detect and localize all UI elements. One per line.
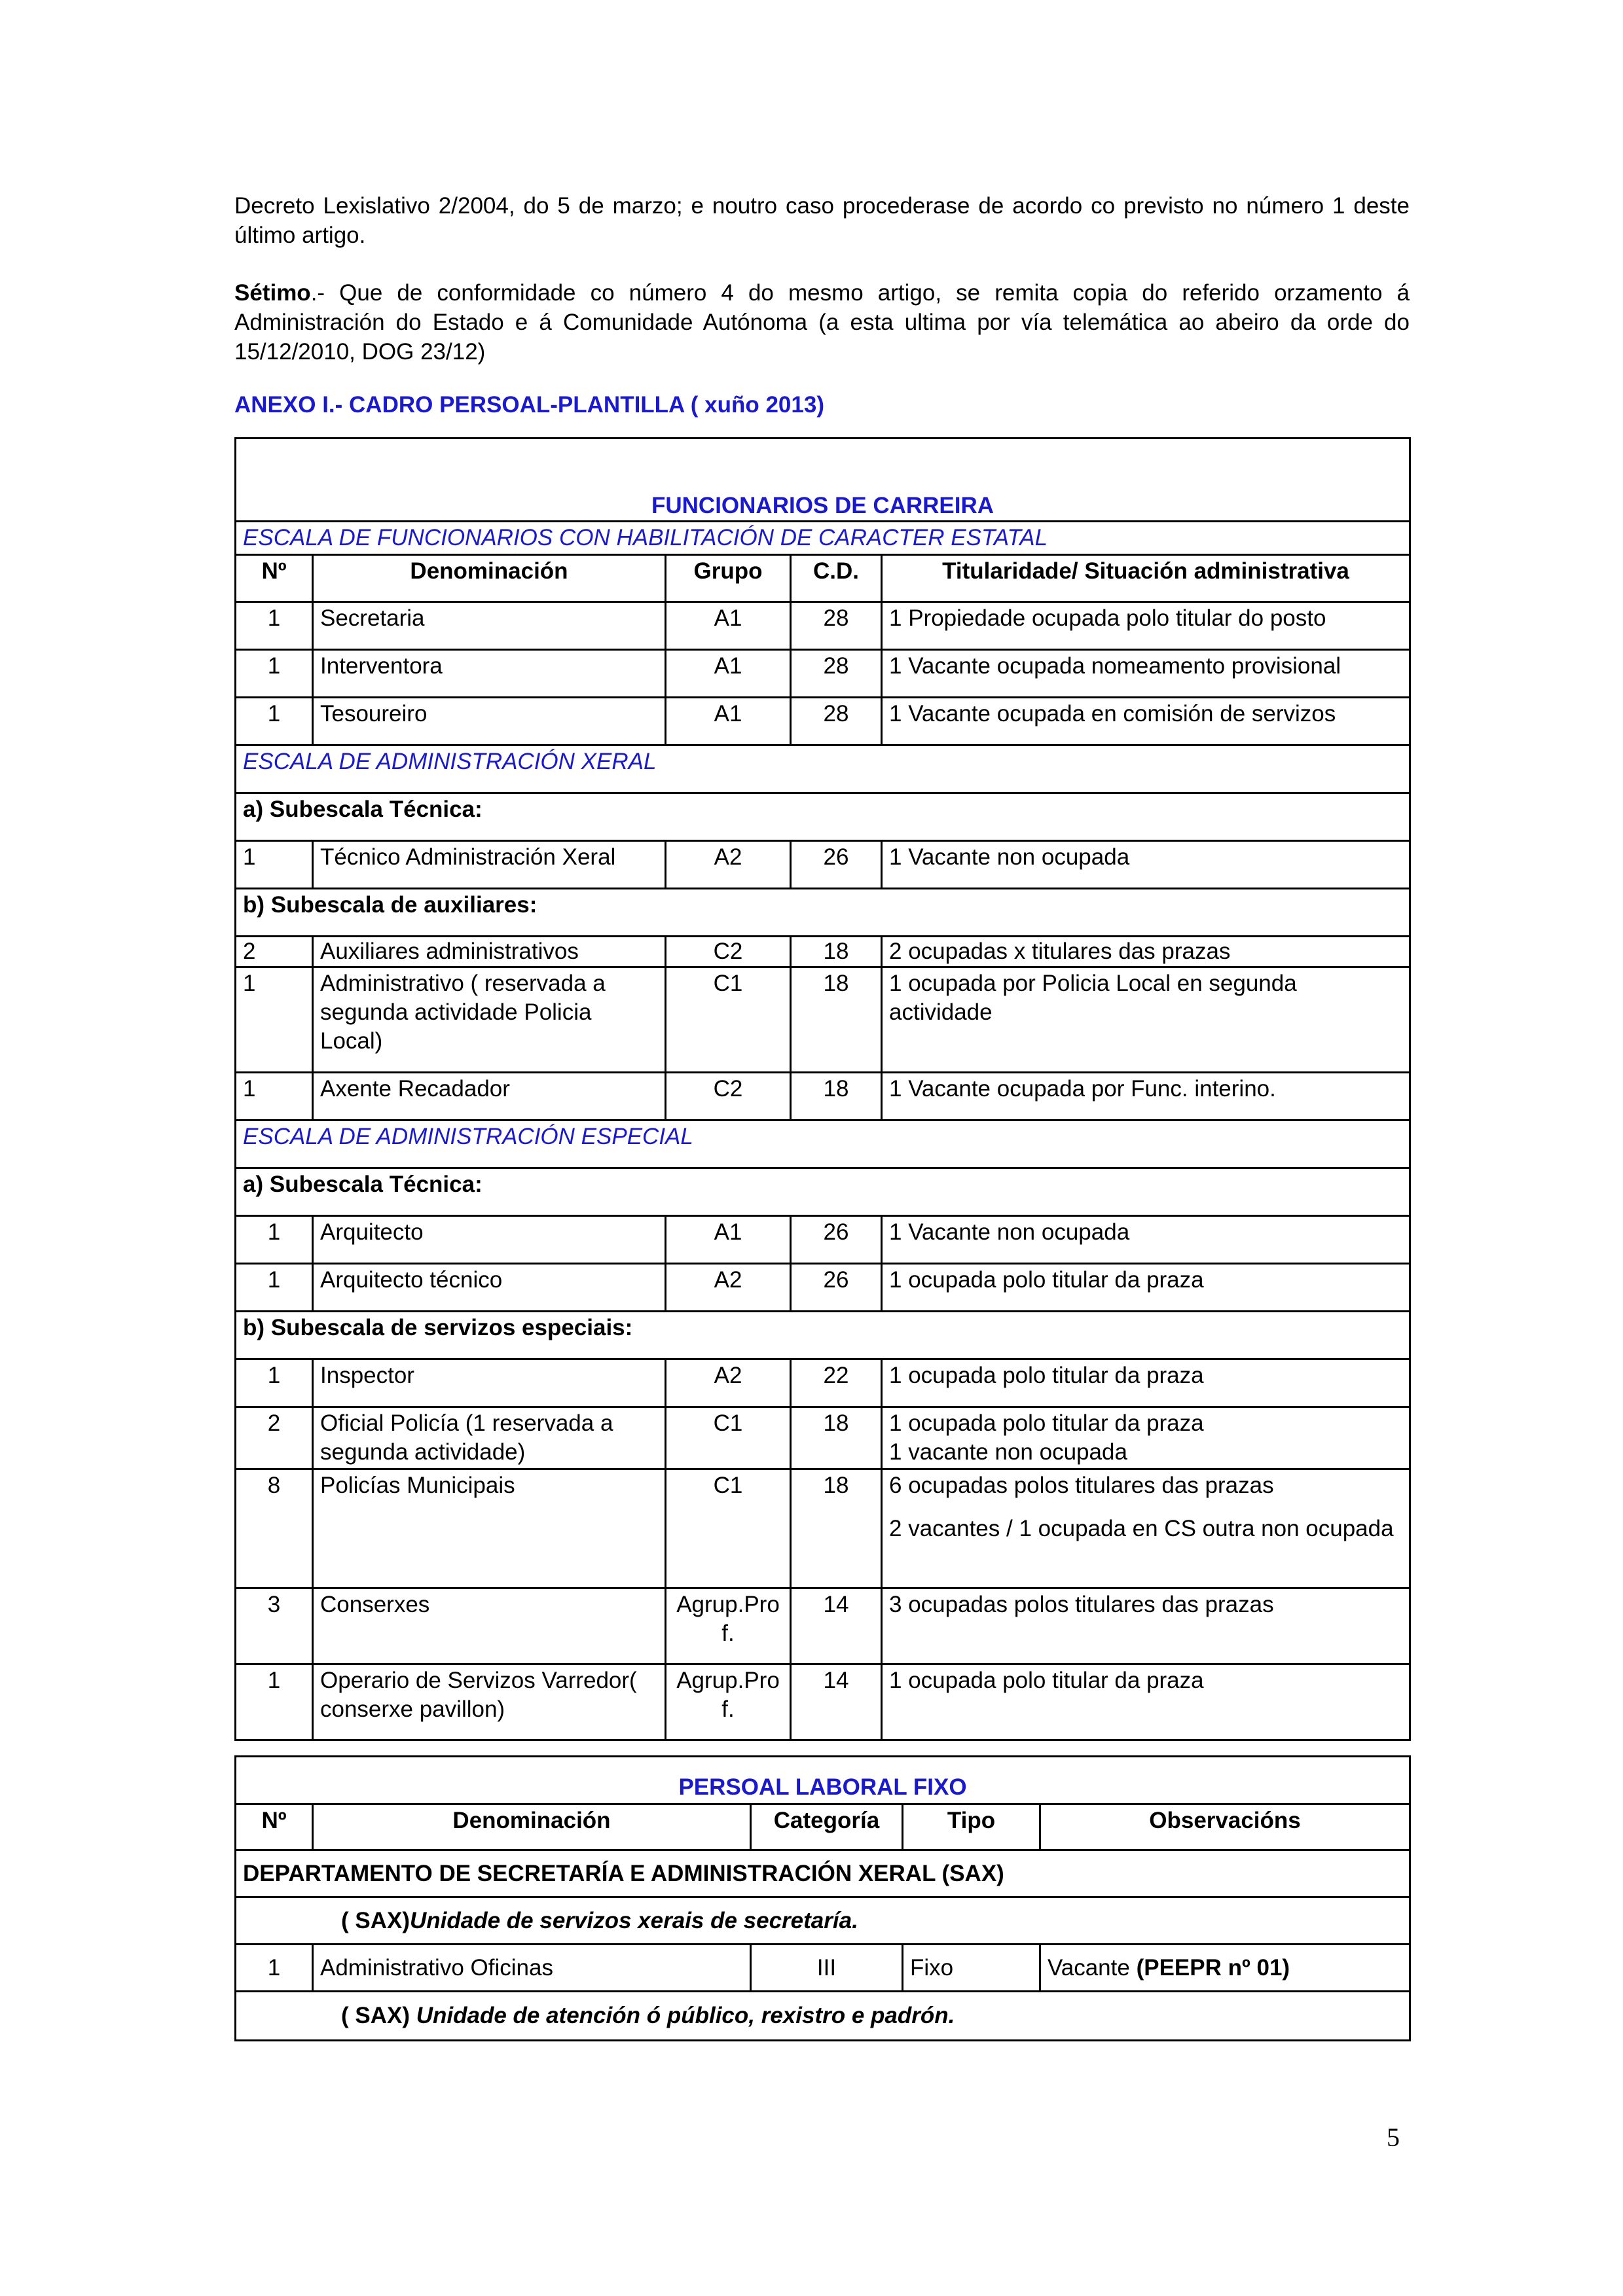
- cell-situacion: 1 ocupada polo titular da praza: [882, 1359, 1410, 1407]
- header-categoria: Categoría: [751, 1804, 903, 1850]
- cell-denominacion: Administrativo ( reservada a segunda actividade Policia Local): [313, 967, 666, 1073]
- cell-grupo: A1: [666, 650, 791, 698]
- header-grupo: Grupo: [666, 555, 791, 602]
- cell-grupo: A1: [666, 602, 791, 650]
- cell-denominacion: Oficial Policía (1 reservada a segunda actividade): [313, 1407, 666, 1469]
- unit-name: Unidade de servizos xerais de secretaría.: [410, 1907, 858, 1933]
- table-row: [236, 1664, 1410, 1740]
- escala-habilitacion-title: ESCALA DE FUNCIONARIOS CON HABILITACIÓN DE CARACTER ESTATAL: [236, 522, 1410, 555]
- cell-n: 1: [236, 1945, 313, 1992]
- intro-paragraph-1: Decreto Lexislativo 2/2004, do 5 de marzo; e noutro caso procederase de acordo co previsto no número 1 deste último artigo.: [234, 193, 1410, 248]
- cell-denominacion: Tesoureiro: [313, 698, 666, 745]
- laboral-title: PERSOAL LABORAL FIXO: [236, 1757, 1410, 1804]
- cell-grupo: C2: [666, 937, 791, 967]
- cell-cd: 14: [791, 1664, 882, 1740]
- funcionarios-table: [234, 437, 1411, 1741]
- table-row: [236, 1407, 1410, 1469]
- cell-n: 1: [236, 841, 313, 889]
- cell-categoria: III: [751, 1945, 903, 1992]
- cell-cd: 14: [791, 1588, 882, 1664]
- intro-paragraph-2: [234, 278, 1410, 367]
- cell-grupo: C2: [666, 1073, 791, 1121]
- cell-grupo: A2: [666, 1264, 791, 1312]
- table-row: [236, 841, 1410, 889]
- table-row: [236, 1216, 1410, 1264]
- header-observacions: Observacións: [1040, 1804, 1410, 1850]
- cell-cd: 18: [791, 1407, 882, 1469]
- cell-denominacion: Conserxes: [313, 1588, 666, 1664]
- cell-denominacion: Axente Recadador: [313, 1073, 666, 1121]
- cell-cd: 26: [791, 1216, 882, 1264]
- cell-n: 1: [236, 1359, 313, 1407]
- cell-situacion: 1 ocupada polo titular da praza: [882, 1664, 1410, 1740]
- cell-cd: 18: [791, 1469, 882, 1588]
- unit-prefix: ( SAX): [341, 1907, 410, 1933]
- cell-grupo: C1: [666, 967, 791, 1073]
- funcionarios-title: FUNCIONARIOS DE CARREIRA: [236, 439, 1410, 522]
- header-tipo: Tipo: [903, 1804, 1040, 1850]
- subescala-tecnica-xeral: a) Subescala Técnica:: [236, 793, 1410, 841]
- cell-n: 2: [236, 1407, 313, 1469]
- cell-cd: 26: [791, 1264, 882, 1312]
- cell-n: 1: [236, 1216, 313, 1264]
- cell-grupo: A1: [666, 1216, 791, 1264]
- obs-code: (PEEPR nº 01): [1136, 1954, 1290, 1981]
- laboral-table: [234, 1755, 1411, 2041]
- cell-observacions: [1040, 1945, 1410, 1992]
- annex-title: ANEXO I.- CADRO PERSOAL-PLANTILLA ( xuño 2013): [234, 392, 824, 418]
- page-number: 5: [1387, 2123, 1400, 2152]
- setimo-label: Sétimo: [234, 280, 311, 306]
- subescala-auxiliares: b) Subescala de auxiliares:: [236, 889, 1410, 937]
- situacion-line: 1 ocupada polo titular da praza: [889, 1410, 1204, 1436]
- cell-cd: 28: [791, 650, 882, 698]
- subescala-tecnica-especial: a) Subescala Técnica:: [236, 1168, 1410, 1216]
- cell-grupo: Agrup.Prof.: [666, 1588, 791, 1664]
- subescala-servizos-especiais: b) Subescala de servizos especiais:: [236, 1312, 1410, 1359]
- situacion-line: 6 ocupadas polos titulares das prazas: [889, 1473, 1274, 1498]
- cell-cd: 28: [791, 698, 882, 745]
- cell-situacion: 3 ocupadas polos titulares das prazas: [882, 1588, 1410, 1664]
- cell-cd: 18: [791, 937, 882, 967]
- cell-grupo: C1: [666, 1469, 791, 1588]
- cell-cd: 18: [791, 967, 882, 1073]
- cell-denominacion: Operario de Servizos Varredor( conserxe pavillon): [313, 1664, 666, 1740]
- cell-denominacion: Administrativo Oficinas: [313, 1945, 751, 1992]
- cell-situacion: 2 ocupadas x titulares das prazas: [882, 937, 1410, 967]
- table-row: [236, 967, 1410, 1073]
- departamento-title: DEPARTAMENTO DE SECRETARÍA E ADMINISTRACIÓN XERAL (SAX): [236, 1850, 1410, 1897]
- table-row: [236, 937, 1410, 967]
- table-row: [236, 1469, 1410, 1588]
- cell-situacion: 1 Vacante non ocupada: [882, 1216, 1410, 1264]
- cell-grupo: A2: [666, 1359, 791, 1407]
- cell-n: 1: [236, 1073, 313, 1121]
- header-denominacion: Denominación: [313, 555, 666, 602]
- unit-name: Unidade de atención ó público, rexistro e padrón.: [416, 2003, 955, 2028]
- table-row: [236, 602, 1410, 650]
- cell-n: 1: [236, 1264, 313, 1312]
- header-denominacion: Denominación: [313, 1804, 751, 1850]
- situacion-line: 1 vacante non ocupada: [889, 1439, 1127, 1465]
- cell-n: 1: [236, 602, 313, 650]
- cell-tipo: Fixo: [903, 1945, 1040, 1992]
- table-row: [236, 1359, 1410, 1407]
- table-row: [236, 1264, 1410, 1312]
- cell-grupo: C1: [666, 1407, 791, 1469]
- cell-n: 8: [236, 1469, 313, 1588]
- cell-cd: 18: [791, 1073, 882, 1121]
- escala-xeral-title: ESCALA DE ADMINISTRACIÓN XERAL: [236, 745, 1410, 793]
- obs-prefix: Vacante: [1048, 1954, 1137, 1981]
- table-row: [236, 698, 1410, 745]
- cell-denominacion: Auxiliares administrativos: [313, 937, 666, 967]
- cell-n: 3: [236, 1588, 313, 1664]
- cell-denominacion: Policías Municipais: [313, 1469, 666, 1588]
- cell-cd: 28: [791, 602, 882, 650]
- cell-situacion: 1 ocupada por Policia Local en segunda actividade: [882, 967, 1410, 1073]
- cell-grupo: A2: [666, 841, 791, 889]
- cell-denominacion: Inspector: [313, 1359, 666, 1407]
- unit-prefix: ( SAX): [341, 2003, 416, 2028]
- cell-denominacion: Secretaria: [313, 602, 666, 650]
- setimo-text: .- Que de conformidade co número 4 do mesmo artigo, se remita copia do referido orzamento á Administración do Estado e á Comunidade Autónoma (a esta ultima por vía telemática ao abeiro da orde do 15/12/2010, DOG 23/12): [234, 280, 1410, 365]
- unit-atencion-publico: [236, 1992, 1410, 2041]
- cell-situacion: 1 Vacante ocupada nomeamento provisional: [882, 650, 1410, 698]
- table-row: [236, 650, 1410, 698]
- cell-situacion: [882, 1407, 1410, 1469]
- cell-n: 1: [236, 650, 313, 698]
- cell-cd: 26: [791, 841, 882, 889]
- table-row: [236, 1073, 1410, 1121]
- cell-denominacion: Técnico Administración Xeral: [313, 841, 666, 889]
- cell-situacion: 1 ocupada polo titular da praza: [882, 1264, 1410, 1312]
- cell-n: 1: [236, 967, 313, 1073]
- header-titularidade: Titularidade/ Situación administrativa: [882, 555, 1410, 602]
- header-cd: C.D.: [791, 555, 882, 602]
- escala-especial-title: ESCALA DE ADMINISTRACIÓN ESPECIAL: [236, 1121, 1410, 1168]
- cell-grupo: Agrup.Prof.: [666, 1664, 791, 1740]
- table-row: [236, 1588, 1410, 1664]
- cell-cd: 22: [791, 1359, 882, 1407]
- cell-situacion: 1 Vacante non ocupada: [882, 841, 1410, 889]
- cell-situacion: 1 Vacante ocupada por Func. interino.: [882, 1073, 1410, 1121]
- cell-grupo: A1: [666, 698, 791, 745]
- cell-n: 2: [236, 937, 313, 967]
- unit-servizos-xerais: [236, 1897, 1410, 1945]
- cell-situacion: 1 Propiedade ocupada polo titular do posto: [882, 602, 1410, 650]
- header-n: Nº: [236, 1804, 313, 1850]
- cell-situacion: 1 Vacante ocupada en comisión de servizos: [882, 698, 1410, 745]
- cell-n: 1: [236, 698, 313, 745]
- header-n: Nº: [236, 555, 313, 602]
- cell-denominacion: Arquitecto: [313, 1216, 666, 1264]
- table-row: [236, 1945, 1410, 1992]
- cell-denominacion: Interventora: [313, 650, 666, 698]
- cell-denominacion: Arquitecto técnico: [313, 1264, 666, 1312]
- cell-situacion: [882, 1469, 1410, 1588]
- cell-n: 1: [236, 1664, 313, 1740]
- situacion-line: 2 vacantes / 1 ocupada en CS outra non ocupada: [889, 1516, 1394, 1541]
